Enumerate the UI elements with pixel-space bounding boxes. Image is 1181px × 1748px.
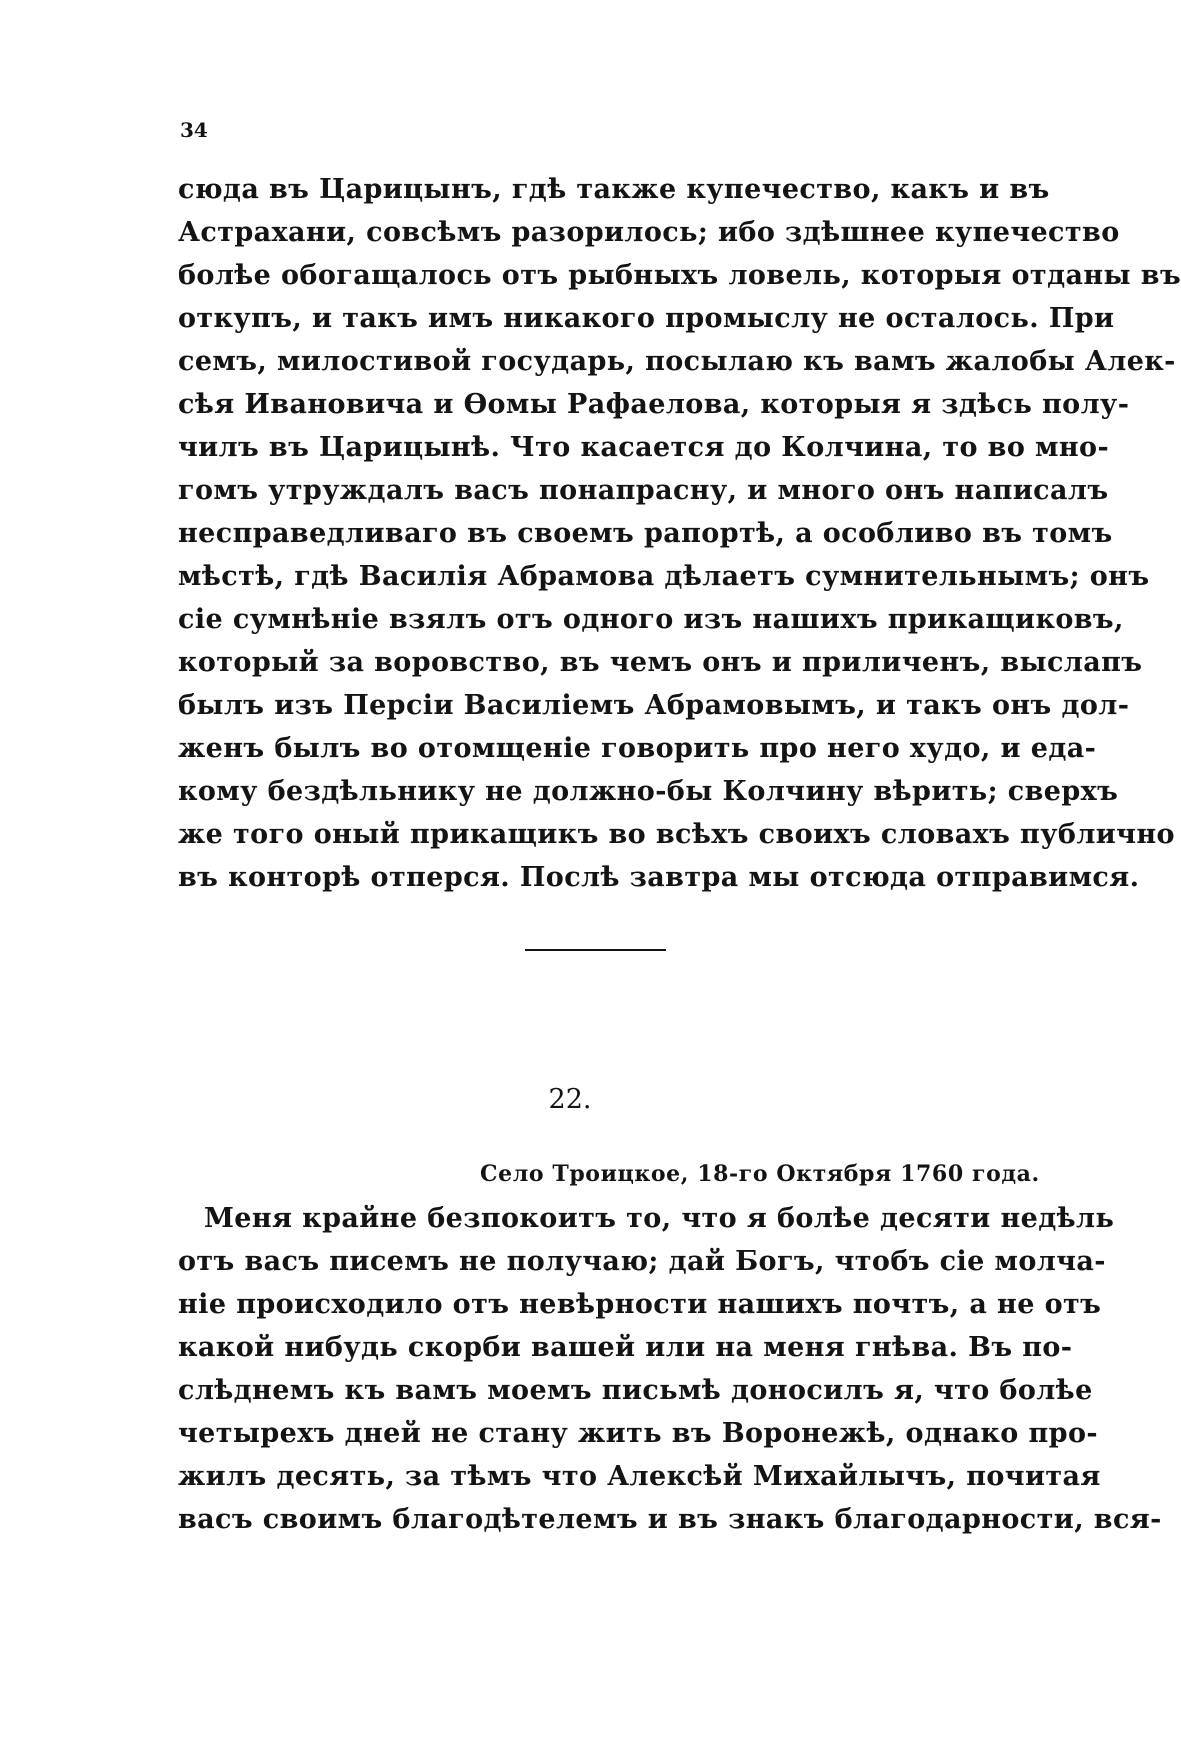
page-number: 34: [180, 118, 208, 142]
text-line: чилъ въ Царицынѣ. Что касается до Колчина, то во мно-: [178, 432, 1110, 463]
text-line: сіе сумнѣніе взялъ отъ одного изъ нашихъ прикащиковъ,: [178, 604, 1124, 635]
text-line: сѣя Ивановича и Ѳомы Рафаелова, которыя я здѣсь полу-: [178, 389, 1130, 420]
text-line: отъ васъ писемъ не получаю; дай Богъ, чтобъ сіе молча-: [178, 1246, 1106, 1277]
text-line: Астрахани, совсѣмъ разорилось; ибо здѣшнее купечество: [178, 217, 1120, 248]
text-line: гомъ утруждалъ васъ понапрасну, и много онъ написалъ: [178, 475, 1109, 506]
text-line: который за воровство, въ чемъ онъ и приличенъ, выслапъ: [178, 647, 1143, 678]
text-line: кому бездѣльнику не должно-бы Колчину вѣрить; сверхъ: [178, 776, 1119, 807]
text-line: слѣднемъ къ вамъ моемъ письмѣ доносилъ я, что болѣе: [178, 1375, 1093, 1406]
text-line: четырехъ дней не стану жить въ Воронежѣ, однако про-: [178, 1418, 1098, 1449]
text-line: жилъ десять, за тѣмъ что Алексѣй Михайлычъ, почитая: [178, 1461, 1101, 1492]
text-line: мѣстѣ, гдѣ Василія Абрамова дѣлаетъ сумнительнымъ; онъ: [178, 561, 1150, 592]
text-line: какой нибудь скорби вашей или на меня гнѣва. Въ по-: [178, 1332, 1073, 1363]
letter-dateline: Село Троицкое, 18-го Октября 1760 года.: [480, 1161, 1040, 1187]
text-line: откупъ, и такъ имъ никакого промыслу не осталось. При: [178, 303, 1115, 334]
letter-number-heading: 22.: [548, 1084, 592, 1115]
text-line: семъ, милостивой государь, посылаю къ вамъ жалобы Алек-: [178, 346, 1176, 377]
text-line: ніе происходило отъ невѣрности нашихъ почтъ, а не отъ: [178, 1289, 1102, 1320]
letter-continuation: [178, 168, 1181, 899]
text-line: въ конторѣ отперся. Послѣ завтра мы отсюда отправимся.: [178, 862, 1140, 893]
text-line: болѣе обогащалось отъ рыбныхъ ловель, которыя отданы въ: [178, 260, 1181, 291]
text-line: Меня крайне безпокоитъ то, что я болѣе десяти недѣль: [204, 1203, 1115, 1234]
text-line: васъ своимъ благодѣтелемъ и въ знакъ благодарности, вся-: [178, 1504, 1162, 1535]
text-line: женъ былъ во отомщеніе говорить про него худо, и еда-: [178, 733, 1097, 764]
text-line: былъ изъ Персіи Василіемъ Абрамовымъ, и такъ онъ дол-: [178, 690, 1130, 721]
section-separator-rule: [525, 949, 666, 951]
text-line: сюда въ Царицынъ, гдѣ также купечество, какъ и въ: [178, 174, 1050, 205]
text-line: же того оный прикащикъ во всѣхъ своихъ словахъ публично: [178, 819, 1175, 850]
letter-body: [178, 1197, 1162, 1541]
text-line: несправедливаго въ своемъ рапортѣ, а особливо въ томъ: [178, 518, 1113, 549]
